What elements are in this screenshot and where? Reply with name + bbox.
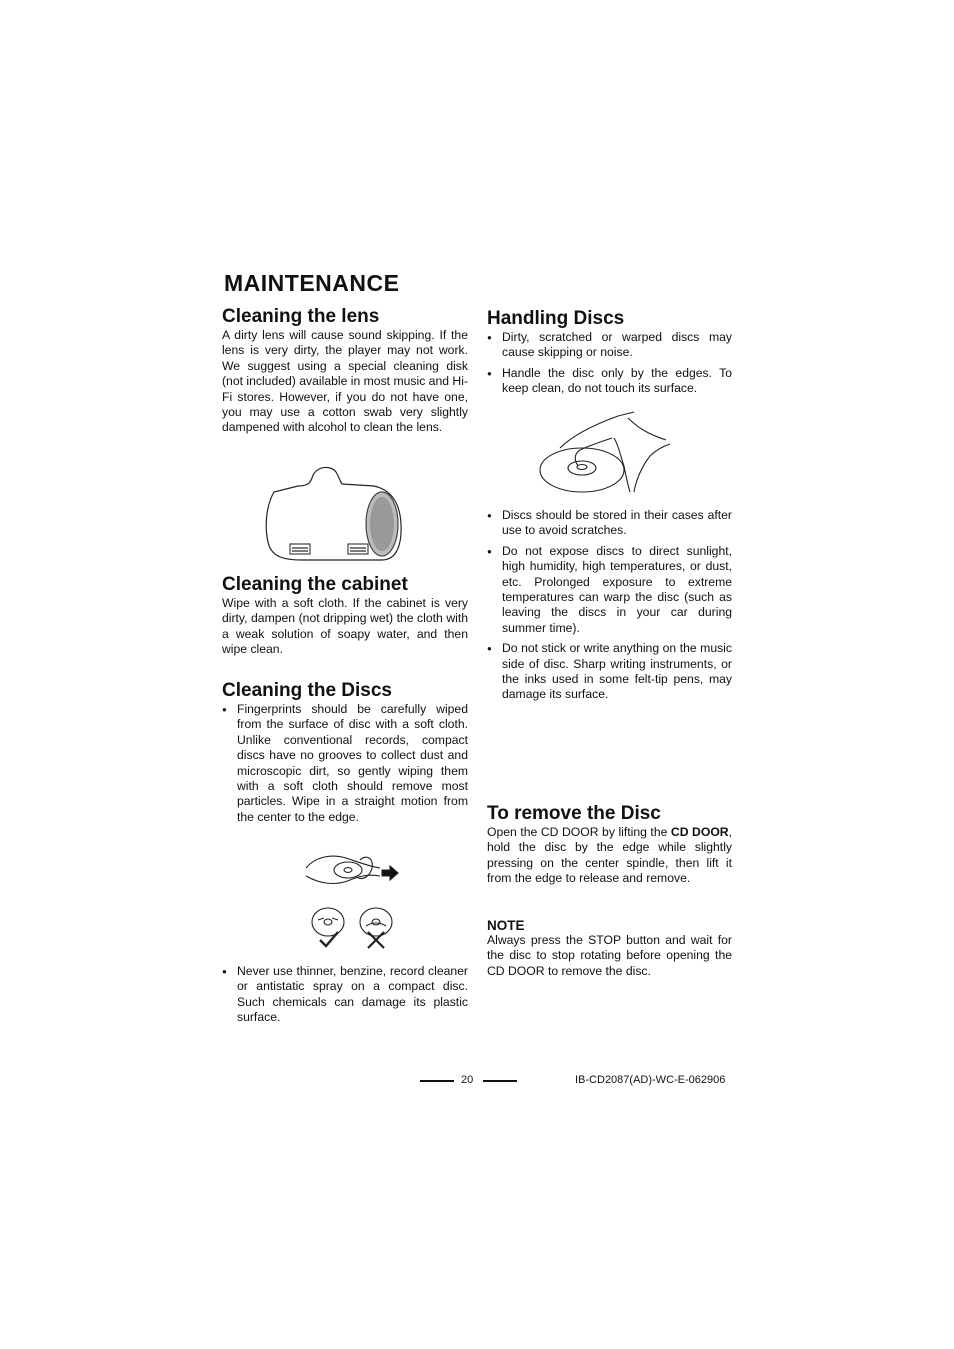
- note-body: Always press the STOP button and wait for the disc to stop rotating before opening the CD DOOR to remove the disc.: [487, 933, 732, 978]
- section-cleaning-lens: [222, 306, 468, 436]
- cd-door-bold: CD DOOR: [670, 825, 729, 839]
- section-remove-disc: [487, 803, 732, 887]
- discs-bullets-bottom: [222, 964, 468, 1031]
- footer-rule-right: [483, 1080, 517, 1082]
- section-handling-discs: [487, 308, 732, 402]
- list-item: ● Do not expose discs to direct sunlight, high humidity, high temperatures, or dust, etc. Prolonged exposure to extreme temperatures can warp the disc (such as leaving the discs in your car during summer time).: [487, 544, 732, 636]
- remove-body: Open the CD DOOR by lifting the CD DOOR, hold the disc by the edge while slightly pressing on the center spindle, then lift it from the edge to release and remove.: [487, 825, 732, 886]
- lens-body: A dirty lens will cause sound skipping. If the lens is very dirty, the player may not work. We suggest using a special cleaning disk (not included) available in most music and Hi-Fi stores. However, if you do not have one, you may use a cotton swab very slightly dampened with alcohol to clean the lens.: [222, 328, 468, 435]
- discs-heading: Cleaning the Discs: [222, 680, 392, 701]
- cd-player-illustration: [262, 464, 404, 564]
- list-item: ● Dirty, scratched or warped discs may cause skipping or noise.: [487, 330, 732, 361]
- cabinet-body: Wipe with a soft cloth. If the cabinet is very dirty, dampen (not dripping wet) the cloth with a weak solution of soapy water, and then wipe clean.: [222, 596, 468, 657]
- hand-holding-disc-illustration: [538, 410, 672, 496]
- page-title: MAINTENANCE: [224, 270, 400, 296]
- handling-heading: Handling Discs: [487, 308, 625, 329]
- handling-bullets-bottom: [487, 508, 732, 708]
- list-item: ● Discs should be stored in their cases after use to avoid scratches.: [487, 508, 732, 539]
- list-item: ● Handle the disc only by the edges. To keep clean, do not touch its surface.: [487, 366, 732, 397]
- section-cleaning-discs: [222, 680, 468, 830]
- note-heading: NOTE: [487, 918, 525, 933]
- cabinet-heading: Cleaning the cabinet: [222, 574, 408, 595]
- wipe-disc-illustration: [302, 850, 402, 950]
- list-item: ● Do not stick or write anything on the music side of disc. Sharp writing instruments, or the inks used in some felt-tip pens, may damage its surface.: [487, 641, 732, 703]
- remove-heading: To remove the Disc: [487, 803, 661, 824]
- section-cleaning-cabinet: [222, 574, 468, 658]
- footer-rule-left: [420, 1080, 454, 1082]
- section-note: [487, 918, 732, 979]
- lens-heading: Cleaning the lens: [222, 306, 380, 327]
- document-code: IB-CD2087(AD)-WC-E-062906: [575, 1074, 726, 1086]
- list-item: ● Fingerprints should be carefully wiped from the surface of disc with a soft cloth. Unlike conventional records, compact discs have no grooves to collect dust and microscopic dirt, so gently wiping them with a soft cloth should remove most particles. Wipe in a straight motion from the center to the edge.: [222, 702, 468, 825]
- list-item: ● Never use thinner, benzine, record cleaner or antistatic spray on a compact disc. Such chemicals can damage its plastic surface.: [222, 964, 468, 1026]
- page-number: 20: [461, 1074, 474, 1086]
